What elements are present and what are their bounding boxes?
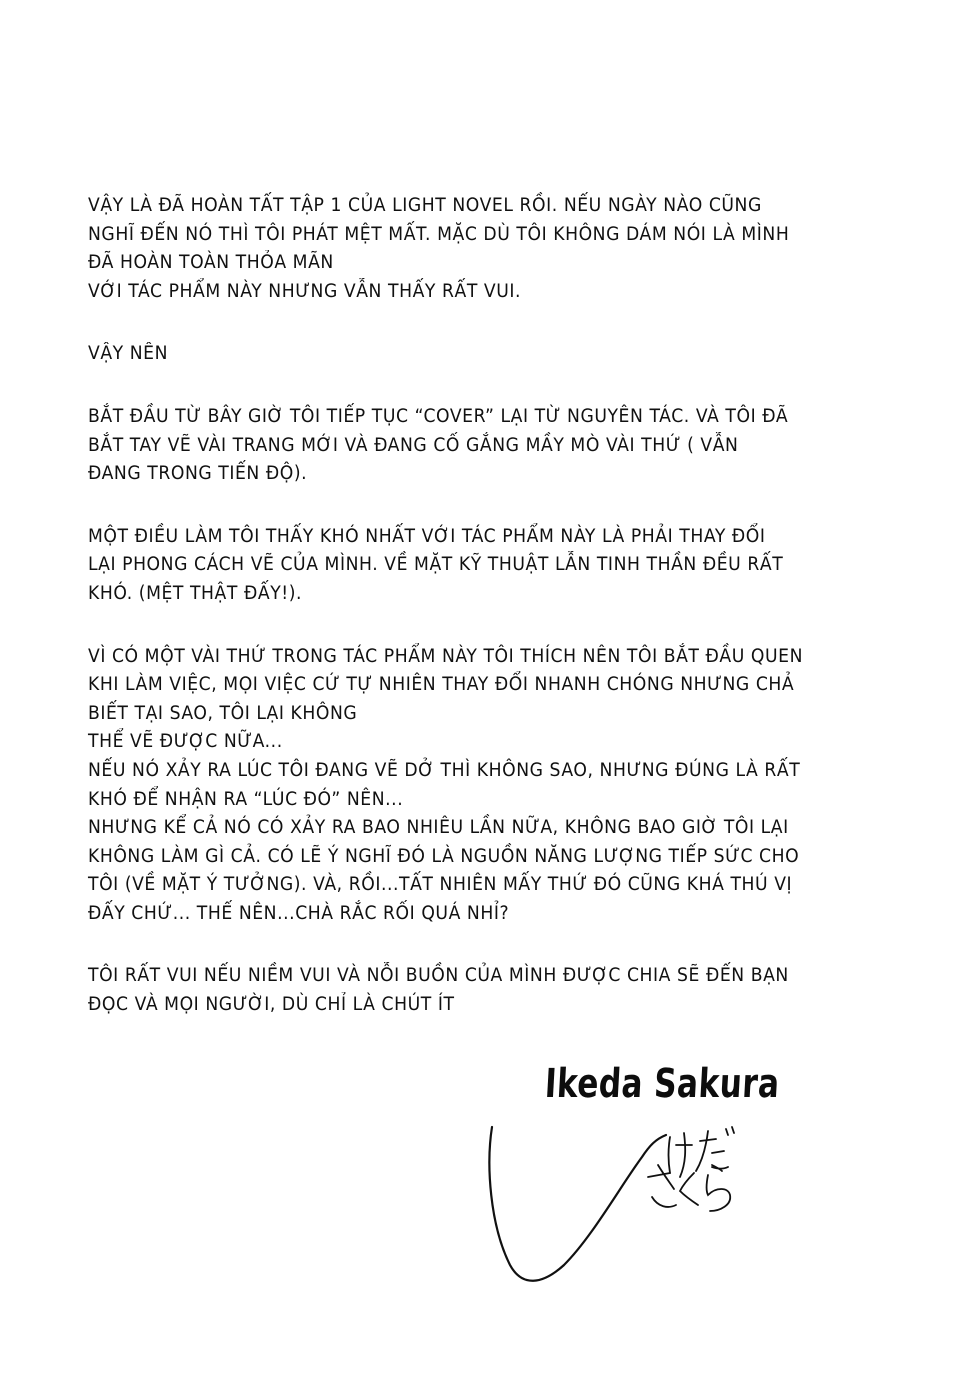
text-line: KHÓ. (MỆT THẬT ĐẤY!). (88, 582, 303, 604)
text-line: BẮT ĐẦU TỪ BÂY GIỜ TÔI TIẾP TỤC “COVER” LẠI TỪ NGUYÊN TÁC. VÀ TÔI ĐÃ (88, 405, 789, 427)
text-line: LẠI PHONG CÁCH VẼ CỦA MÌNH. VỀ MẶT KỸ THUẬT LẪN TINH THẦN ĐỀU RẤT (88, 554, 784, 576)
paragraph-5 (88, 643, 908, 929)
text-line: BIẾT TẠI SAO, TÔI LẠI KHÔNG (88, 702, 358, 724)
paragraph-2 (88, 340, 908, 369)
text-line: VÌ CÓ MỘT VÀI THỨ TRONG TÁC PHẨM NÀY TÔI THÍCH NÊN TÔI BẮT ĐẦU QUEN (88, 645, 804, 667)
text-line: TÔI (VỀ MẶT Ý TƯỞNG). VÀ, RỒI...TẤT NHIÊN MẤY THỨ ĐÓ CŨNG KHÁ THÚ VỊ (88, 874, 793, 896)
paragraph-4 (88, 523, 908, 609)
text-line: BẮT TAY VẼ VÀI TRANG MỚI VÀ ĐANG CỐ GẮNG MẦY MÒ VÀI THỨ ( VẪN (88, 434, 739, 456)
signature-kana (707, 1165, 731, 1211)
signature-kana (669, 1133, 693, 1177)
paragraph-3 (88, 403, 908, 489)
text-line: TÔI RẤT VUI NẾU NIỀM VUI VÀ NỖI BUỒN CỦA MÌNH ĐƯỢC CHIA SẼ ĐẾN BẠN (88, 965, 789, 987)
signature-swoosh (489, 1127, 666, 1281)
signature-kana (696, 1127, 734, 1171)
author-name: Ikeda Sakura (543, 1061, 781, 1107)
text-line: MỘT ĐIỀU LÀM TÔI THẤY KHÓ NHẤT VỚI TÁC PHẨM NÀY LÀ PHẢI THAY ĐỔI (88, 525, 766, 547)
afterword-letter (88, 192, 908, 1054)
text-line: THỂ VẼ ĐƯỢC NỮA... (88, 731, 283, 753)
text-line: ĐÃ HOÀN TOÀN THỎA MÃN (88, 252, 334, 274)
text-line: ĐANG TRONG TIẾN ĐỘ). (88, 463, 308, 485)
text-line: VẬY LÀ ĐÃ HOÀN TẤT TẬP 1 CỦA LIGHT NOVEL RỒI. NẾU NGÀY NÀO CŨNG (88, 195, 762, 216)
text-line: NGHĨ ĐẾN NÓ THÌ TÔI PHÁT MỆT MẤT. MẶC DÙ TÔI KHÔNG DÁM NÓI LÀ MÌNH (88, 223, 790, 245)
text-line: NẾU NÓ XẢY RA LÚC TÔI ĐANG VẼ DỞ THÌ KHÔNG SAO, NHƯNG ĐÚNG LÀ RẤT (88, 759, 801, 781)
paragraph-1 (88, 192, 908, 306)
text-line: KHI LÀM VIỆC, MỌI VIỆC CỨ TỰ NHIÊN THAY ĐỔI NHANH CHÓNG NHƯNG CHẢ (88, 674, 795, 696)
text-line: VẬY NÊN (88, 343, 169, 365)
text-line: ĐỌC VÀ MỌI NGƯỜI, DÙ CHỈ LÀ CHÚT ÍT (88, 994, 455, 1016)
paragraph-6 (88, 962, 908, 1019)
signature-kana (680, 1173, 698, 1205)
text-line: KHÔNG LÀM GÌ CẢ. CÓ LẼ Ý NGHĨ ĐÓ LÀ NGUỒN NĂNG LƯỢNG TIẾP SỨC CHO (88, 845, 800, 867)
text-line: ĐẤY CHỨ... THẾ NÊN...CHÀ RẮC RỐI QUÁ NHỈ? (88, 902, 510, 924)
handwritten-signature (480, 1115, 800, 1295)
text-line: VỚI TÁC PHẨM NÀY NHƯNG VẪN THẤY RẤT VUI. (88, 280, 522, 302)
text-line: NHƯNG KỂ CẢ NÓ CÓ XẢY RA BAO NHIÊU LẦN NỮA, KHÔNG BAO GIỜ TÔI LẠI (88, 817, 789, 839)
signature-kana (648, 1165, 676, 1207)
text-line: KHÓ ĐỂ NHẬN RA “LÚC ĐÓ” NÊN... (88, 788, 404, 810)
